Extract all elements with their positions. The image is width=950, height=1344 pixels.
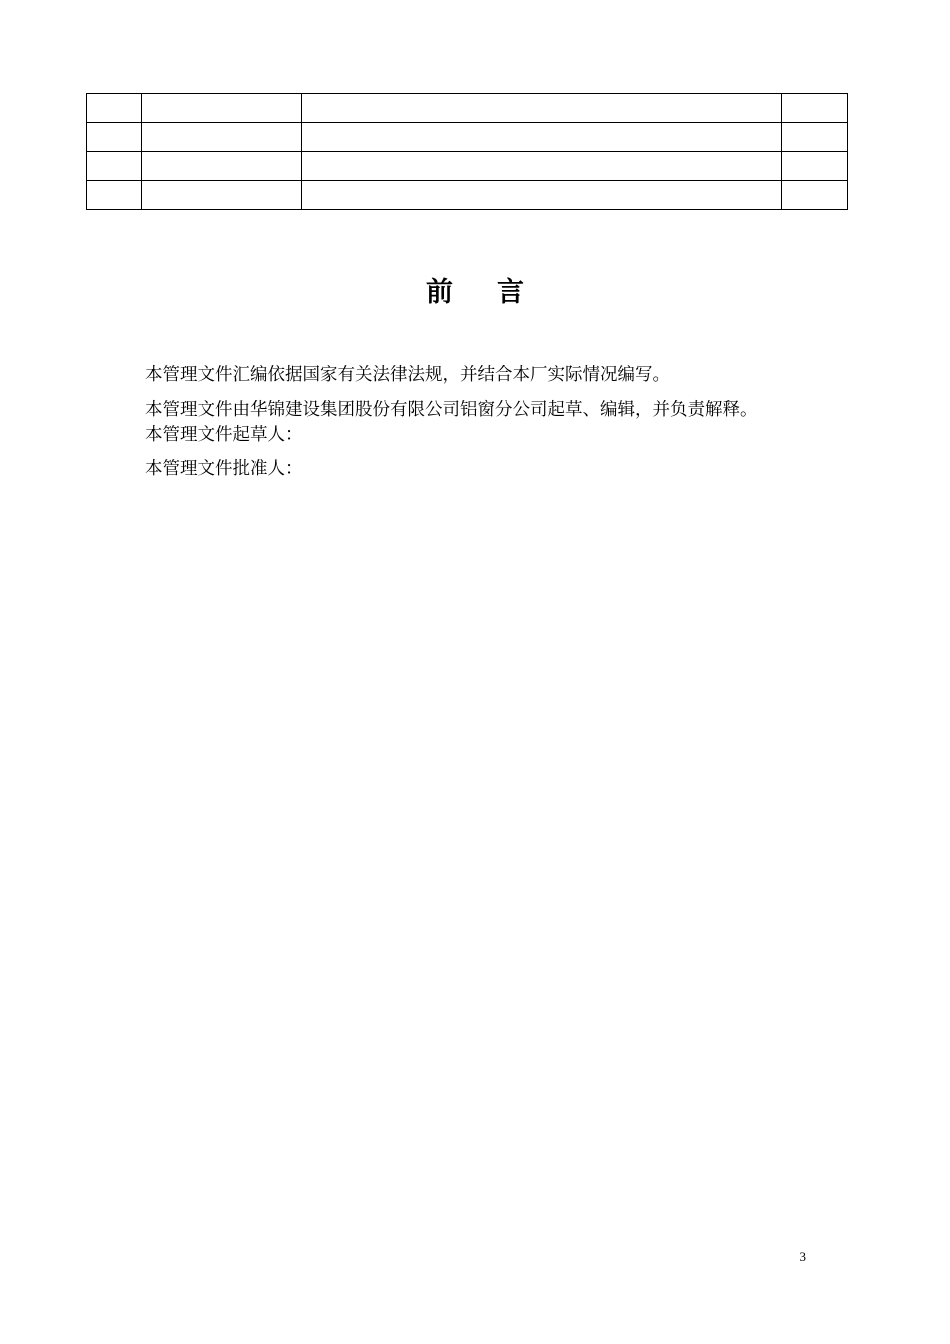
table-row [87, 152, 848, 181]
preface-paragraph: 本管理文件汇编依据国家有关法律法规，并结合本厂实际情况编写。 [145, 365, 670, 385]
table-row [87, 181, 848, 210]
table-cell [87, 152, 142, 181]
title-char: 言 [497, 277, 524, 308]
table-cell [781, 123, 847, 152]
revision-table [86, 93, 848, 210]
table-cell [302, 123, 782, 152]
table-cell [142, 94, 302, 123]
table-cell [781, 152, 847, 181]
table-cell [142, 123, 302, 152]
table-row [87, 94, 848, 123]
approver-line: 本管理文件批准人： [145, 459, 303, 479]
table-cell [87, 123, 142, 152]
drafter-line: 本管理文件起草人： [145, 425, 303, 445]
table-cell [142, 181, 302, 210]
table-cell [781, 94, 847, 123]
preface-paragraph: 本管理文件由华锦建设集团股份有限公司铝窗分公司起草、编辑，并负责解释。 [145, 400, 758, 420]
table-cell [302, 152, 782, 181]
title-char: 前 [426, 277, 453, 308]
page-title [0, 270, 950, 309]
table-cell [142, 152, 302, 181]
table-cell [302, 181, 782, 210]
table-cell [302, 94, 782, 123]
page-number: 3 [799, 1249, 806, 1264]
table-cell [87, 181, 142, 210]
table-cell [781, 181, 847, 210]
table-cell [87, 94, 142, 123]
table-row [87, 123, 848, 152]
